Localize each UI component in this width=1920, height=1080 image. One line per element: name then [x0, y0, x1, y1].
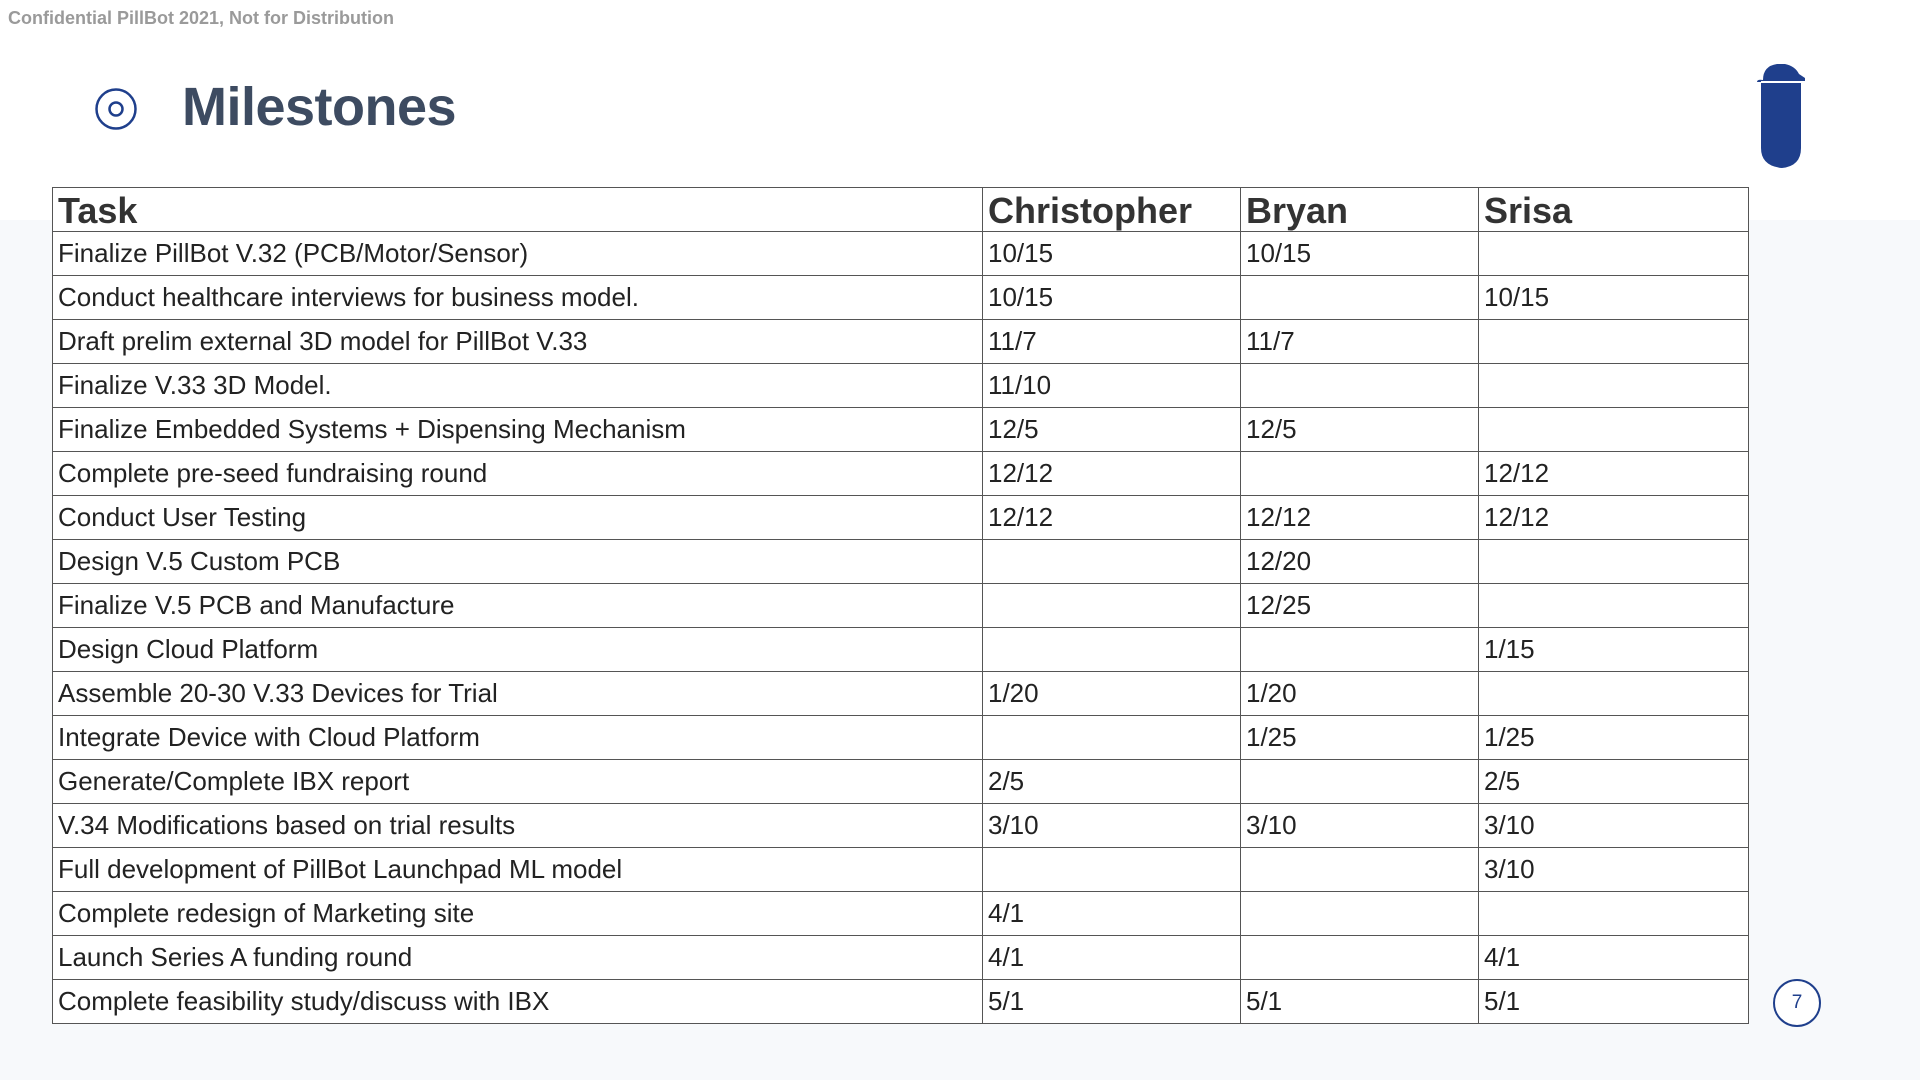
bryan-date-cell	[1241, 452, 1479, 496]
column-header-christopher: Christopher	[983, 188, 1241, 232]
pillbot-logo-icon	[1755, 62, 1807, 170]
table-row	[53, 584, 1749, 628]
srisa-date-cell: 3/10	[1479, 848, 1749, 892]
bryan-date-cell	[1241, 364, 1479, 408]
srisa-date-cell: 2/5	[1479, 760, 1749, 804]
bryan-date-cell: 10/15	[1241, 232, 1479, 276]
page-number: 7	[1773, 979, 1821, 1027]
task-cell: V.34 Modifications based on trial results	[53, 804, 983, 848]
srisa-date-cell: 1/15	[1479, 628, 1749, 672]
table-row	[53, 980, 1749, 1024]
task-cell: Assemble 20-30 V.33 Devices for Trial	[53, 672, 983, 716]
christopher-date-cell: 11/7	[983, 320, 1241, 364]
column-header-bryan: Bryan	[1241, 188, 1479, 232]
table-row	[53, 804, 1749, 848]
column-header-srisa: Srisa	[1479, 188, 1749, 232]
srisa-date-cell	[1479, 672, 1749, 716]
table-row	[53, 936, 1749, 980]
srisa-date-cell	[1479, 232, 1749, 276]
srisa-date-cell	[1479, 584, 1749, 628]
milestones-table	[52, 187, 1749, 1024]
srisa-date-cell: 12/12	[1479, 452, 1749, 496]
confidential-notice: Confidential PillBot 2021, Not for Distribution	[8, 8, 395, 28]
srisa-date-cell: 3/10	[1479, 804, 1749, 848]
srisa-date-cell	[1479, 364, 1749, 408]
srisa-date-cell	[1479, 408, 1749, 452]
task-cell: Finalize V.5 PCB and Manufacture	[53, 584, 983, 628]
table-row	[53, 672, 1749, 716]
table-row	[53, 364, 1749, 408]
christopher-date-cell	[983, 584, 1241, 628]
table-row	[53, 496, 1749, 540]
table-row	[53, 232, 1749, 276]
table-row	[53, 892, 1749, 936]
table-row	[53, 452, 1749, 496]
srisa-date-cell	[1479, 892, 1749, 936]
task-cell: Conduct User Testing	[53, 496, 983, 540]
target-circle-icon	[95, 88, 137, 130]
bryan-date-cell: 11/7	[1241, 320, 1479, 364]
table-row	[53, 276, 1749, 320]
christopher-date-cell: 11/10	[983, 364, 1241, 408]
bryan-date-cell	[1241, 848, 1479, 892]
bryan-date-cell: 12/20	[1241, 540, 1479, 584]
table-header-row	[53, 188, 1749, 232]
bryan-date-cell: 3/10	[1241, 804, 1479, 848]
table-row	[53, 716, 1749, 760]
task-cell: Launch Series A funding round	[53, 936, 983, 980]
bryan-date-cell: 1/20	[1241, 672, 1479, 716]
christopher-date-cell: 3/10	[983, 804, 1241, 848]
christopher-date-cell: 4/1	[983, 936, 1241, 980]
christopher-date-cell: 12/12	[983, 496, 1241, 540]
bryan-date-cell	[1241, 628, 1479, 672]
bryan-date-cell: 12/25	[1241, 584, 1479, 628]
task-cell: Complete feasibility study/discuss with IBX	[53, 980, 983, 1024]
page-title: Milestones	[182, 77, 457, 137]
table-row	[53, 628, 1749, 672]
column-header-task: Task	[53, 188, 983, 232]
bryan-date-cell	[1241, 276, 1479, 320]
task-cell: Generate/Complete IBX report	[53, 760, 983, 804]
table-row	[53, 320, 1749, 364]
christopher-date-cell: 1/20	[983, 672, 1241, 716]
christopher-date-cell: 2/5	[983, 760, 1241, 804]
srisa-date-cell	[1479, 540, 1749, 584]
srisa-date-cell: 12/12	[1479, 496, 1749, 540]
srisa-date-cell: 10/15	[1479, 276, 1749, 320]
christopher-date-cell	[983, 848, 1241, 892]
bryan-date-cell: 12/12	[1241, 496, 1479, 540]
srisa-date-cell: 4/1	[1479, 936, 1749, 980]
table-row	[53, 760, 1749, 804]
srisa-date-cell	[1479, 320, 1749, 364]
christopher-date-cell: 10/15	[983, 276, 1241, 320]
task-cell: Complete pre-seed fundraising round	[53, 452, 983, 496]
table-body	[53, 232, 1749, 1024]
christopher-date-cell: 12/12	[983, 452, 1241, 496]
bryan-date-cell: 1/25	[1241, 716, 1479, 760]
task-cell: Finalize V.33 3D Model.	[53, 364, 983, 408]
task-cell: Integrate Device with Cloud Platform	[53, 716, 983, 760]
table-row	[53, 540, 1749, 584]
task-cell: Design V.5 Custom PCB	[53, 540, 983, 584]
task-cell: Full development of PillBot Launchpad ML model	[53, 848, 983, 892]
christopher-date-cell: 12/5	[983, 408, 1241, 452]
srisa-date-cell: 1/25	[1479, 716, 1749, 760]
table-row	[53, 408, 1749, 452]
task-cell: Finalize Embedded Systems + Dispensing Mechanism	[53, 408, 983, 452]
task-cell: Design Cloud Platform	[53, 628, 983, 672]
christopher-date-cell	[983, 628, 1241, 672]
task-cell: Conduct healthcare interviews for business model.	[53, 276, 983, 320]
srisa-date-cell: 5/1	[1479, 980, 1749, 1024]
task-cell: Finalize PillBot V.32 (PCB/Motor/Sensor)	[53, 232, 983, 276]
christopher-date-cell: 4/1	[983, 892, 1241, 936]
bryan-date-cell: 12/5	[1241, 408, 1479, 452]
christopher-date-cell	[983, 716, 1241, 760]
bryan-date-cell: 5/1	[1241, 980, 1479, 1024]
task-cell: Draft prelim external 3D model for PillBot V.33	[53, 320, 983, 364]
christopher-date-cell: 5/1	[983, 980, 1241, 1024]
christopher-date-cell	[983, 540, 1241, 584]
table-row	[53, 848, 1749, 892]
christopher-date-cell: 10/15	[983, 232, 1241, 276]
bryan-date-cell	[1241, 760, 1479, 804]
bryan-date-cell	[1241, 892, 1479, 936]
bryan-date-cell	[1241, 936, 1479, 980]
task-cell: Complete redesign of Marketing site	[53, 892, 983, 936]
